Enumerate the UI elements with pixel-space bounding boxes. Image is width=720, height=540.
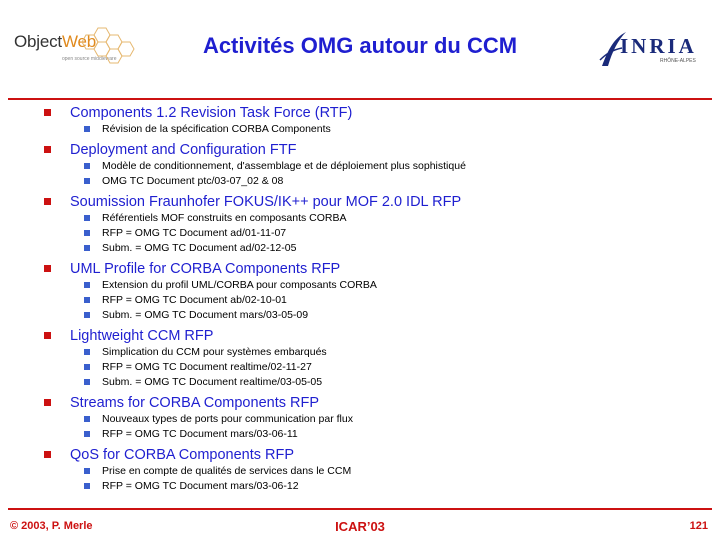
item-title: Lightweight CCM RFP	[70, 328, 214, 344]
item-title: QoS for CORBA Components RFP	[70, 447, 295, 463]
footer-divider	[8, 508, 712, 510]
item-title: Deployment and Configuration FTF	[70, 142, 297, 158]
inria-logo	[598, 28, 706, 70]
diamond-bullet-icon	[84, 379, 90, 385]
list-item	[0, 189, 720, 256]
sub-item: RFP = OMG TC Document mars/03-06-11	[102, 428, 298, 440]
diamond-bullet-icon	[84, 364, 90, 370]
footer-event: ICAR’03	[335, 519, 385, 534]
sub-item: Révision de la spécification CORBA Components	[102, 123, 331, 135]
square-bullet-icon	[44, 451, 51, 458]
diamond-bullet-icon	[84, 282, 90, 288]
sub-item: Prise en compte de qualités de services dans le CCM	[102, 465, 352, 477]
sub-item: Modèle de conditionnement, d'assemblage et de déploiement plus sophistiqué	[102, 160, 466, 172]
diamond-bullet-icon	[84, 312, 90, 318]
diamond-bullet-icon	[84, 431, 90, 437]
diamond-bullet-icon	[84, 215, 90, 221]
list-item	[0, 100, 720, 137]
sub-item: Simplication du CCM pour systèmes embarqués	[102, 346, 327, 358]
sub-item: Nouveaux types de ports pour communication par flux	[102, 413, 353, 425]
objectweb-logo-tagline: open source middleware	[62, 56, 117, 62]
objectweb-logo-name: Object	[14, 32, 62, 51]
square-bullet-icon	[44, 265, 51, 272]
diamond-bullet-icon	[84, 245, 90, 251]
sub-item: Subm. = OMG TC Document ad/02-12-05	[102, 242, 297, 254]
item-title: UML Profile for CORBA Components RFP	[70, 261, 341, 277]
page-number: 121	[689, 520, 708, 532]
item-title: Soumission Fraunhofer FOKUS/IK++ pour MOF 2.0 IDL RFP	[70, 194, 462, 210]
slide-header	[0, 0, 720, 96]
list-item	[0, 323, 720, 390]
square-bullet-icon	[44, 109, 51, 116]
sub-item: OMG TC Document ptc/03-07_02 & 08	[102, 175, 284, 187]
item-title: Streams for CORBA Components RFP	[70, 395, 319, 411]
inria-logo-name: INRIA	[620, 34, 697, 58]
objectweb-logo	[14, 24, 134, 72]
sub-item: RFP = OMG TC Document ab/02-10-01	[102, 294, 287, 306]
diamond-bullet-icon	[84, 416, 90, 422]
diamond-bullet-icon	[84, 349, 90, 355]
sub-item: Subm. = OMG TC Document mars/03-05-09	[102, 309, 309, 321]
list-item	[0, 256, 720, 323]
objectweb-logo-accent: Web	[61, 32, 96, 51]
slide-title: Activités OMG autour du CCM	[202, 33, 518, 58]
square-bullet-icon	[44, 198, 51, 205]
list-item	[0, 442, 720, 494]
sub-item: Extension du profil UML/CORBA pour composants CORBA	[102, 279, 377, 291]
sub-item: RFP = OMG TC Document realtime/02-11-27	[102, 361, 312, 373]
sub-item: RFP = OMG TC Document mars/03-06-12	[102, 480, 299, 492]
sub-item: RFP = OMG TC Document ad/01-11-07	[102, 227, 287, 239]
square-bullet-icon	[44, 332, 51, 339]
inria-logo-tagline: RHÔNE-ALPES	[660, 58, 696, 64]
list-item	[0, 137, 720, 189]
diamond-bullet-icon	[84, 163, 90, 169]
diamond-bullet-icon	[84, 230, 90, 236]
square-bullet-icon	[44, 399, 51, 406]
item-title: Components 1.2 Revision Task Force (RTF)	[70, 105, 353, 121]
bullet-list	[0, 100, 720, 494]
list-item	[0, 390, 720, 442]
footer-copyright: © 2003, P. Merle	[10, 520, 93, 532]
diamond-bullet-icon	[84, 126, 90, 132]
sub-item: Subm. = OMG TC Document realtime/03-05-05	[102, 376, 323, 388]
diamond-bullet-icon	[84, 483, 90, 489]
diamond-bullet-icon	[84, 468, 90, 474]
diamond-bullet-icon	[84, 297, 90, 303]
honeycomb-icon	[78, 24, 136, 70]
square-bullet-icon	[44, 146, 51, 153]
diamond-bullet-icon	[84, 178, 90, 184]
sub-item: Référentiels MOF construits en composants CORBA	[102, 212, 347, 224]
